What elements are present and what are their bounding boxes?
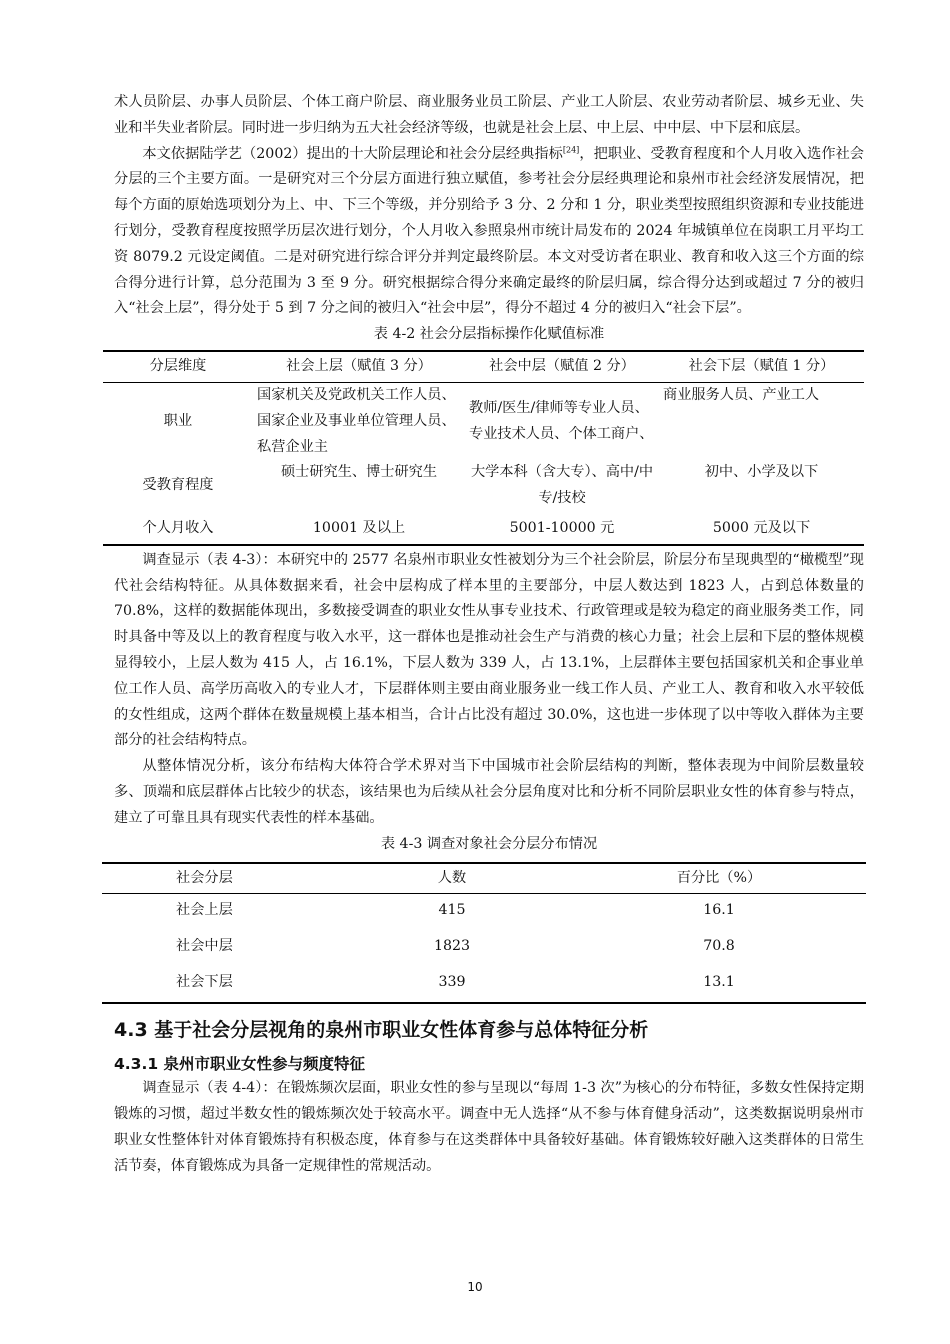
table-row [102, 930, 866, 966]
table-4-3-header-count: 人数 [332, 863, 572, 894]
subsection-heading: 4.3.1 泉州市职业女性参与频度特征 [114, 1055, 366, 1074]
table-row [103, 382, 864, 460]
table-cell: 个人月收入 [142, 519, 214, 536]
table-4-3-header-percent: 百分比（%） [572, 863, 866, 894]
table-cell: 13.1 [703, 974, 735, 991]
table-cell: 商业服务人员、产业工人 [663, 386, 820, 403]
table-cell: 职业 [163, 412, 193, 429]
table-4-2-header-dimension: 分层维度 [103, 351, 253, 382]
paragraph-methodology [114, 142, 864, 323]
table-cell: 5000 元及以下 [712, 519, 811, 536]
table-cell: 大学本科（含大专）、高中/中专/技校 [470, 464, 654, 507]
table-cell: 社会上层 [176, 902, 233, 919]
citation-marker: [24] [562, 144, 580, 154]
table-cell: 70.8 [703, 938, 735, 955]
table-cell: 社会下层 [176, 974, 233, 991]
table-row [103, 460, 864, 512]
table-cell: 1823 [433, 938, 471, 955]
table-cell: 国家机关及党政机关工作人员、国家企业及事业单位管理人员、私营企业主 [257, 386, 456, 455]
table-4-2-header-lower: 社会下层（赋值 1 分） [659, 351, 864, 382]
table-row [102, 894, 866, 931]
table-cell: 415 [438, 902, 466, 919]
table-4-2-header-row [103, 351, 864, 382]
table-4-2-caption: 表 4-2 社会分层指标操作化赋值标准 [373, 326, 605, 343]
table-4-3-header-row [102, 863, 866, 894]
table-4-3-caption: 表 4-3 调查对象社会分层分布情况 [380, 835, 598, 852]
section-heading: 4.3 基于社会分层视角的泉州市职业女性体育参与总体特征分析 [114, 1019, 649, 1042]
table-4-2-header-upper: 社会上层（赋值 3 分） [253, 351, 465, 382]
paragraph-distribution: 调查显示（表 4-3）：本研究中的 2577 名泉州市职业女性被划分为三个社会阶层，阶层分布呈现典型的“橄榄型”现代社会结构特征。从具体数据来看，社会中层构成了样本里的主要部分，中层人数达到 1823 人，占到总体数量的 70.8%，这样的数据能体现出，多数接受调查的职业女性从事专业技术、行政管理或是较为稳定的商业服务类工作，同时具备中等及以上的教育程度与收入水平，这一群体也是推动社会生产与消费的核心力量；社会上层和下层的整体规模显得较小，上层人数为 415 人，占 16.1%，下层人数为 339 人，占 13.1%，上层群体主要包括国家机关和企事业单位工作人员、高学历高收入的专业人才，下层群体则主要由商业服务业一线工作人员、产业工人、教育和收入水平较低的女性组成，这两个群体在数量规模上基本相当，合计占比没有超过 30.0%，这也进一步体现了以中等收入群体为主要部分的社会结构特点。 [114, 551, 864, 749]
table-cell: 社会中层 [176, 938, 233, 955]
table-4-2 [103, 350, 864, 546]
table-cell: 10001 及以上 [312, 519, 406, 536]
page-number: 10 [467, 1280, 483, 1294]
paragraph-methodology-part-b: ，把职业、受教育程度和个人月收入选作社会分层的三个主要方面。一是研究对三个分层方面进行独立赋值，参考社会分层经典理论和泉州市社会经济发展情况，把每个方面的原始选项划分为上、中、下三个等级，并分别给予 3 分、2 分和 1 分，职业类型按照组织资源和专业技能进行划分，受教育程度按照学历层次进行划分，个人月收入参照泉州市统计局发布的 2024 年城镇单位在岗职工月平均工资 8079.2 元设定阈值。二是对研究进行综合评分并判定最终阶层。本文对受访者在职业、教育和收入这三个方面的综合得分进行计算，总分范围为 3 至 9 分。研究根据综合得分来确定最终的阶层归属，综合得分达到或超过 7 分的被归入“社会上层”，得分处于 5 到 7 分之间的被归入“社会中层”，得分不超过 4 分的被归入“社会下层”。 [114, 145, 864, 317]
paragraph-overall: 从整体情况分析，该分布结构大体符合学术界对当下中国城市社会阶层结构的判断，整体表现为中间阶层数量较多、顶端和底层群体占比较少的状态，该结果也为后续从社会分层角度对比和分析不同阶层职业女性的体育参与特点，建立了可靠且具有现实代表性的样本基础。 [114, 758, 864, 826]
table-cell: 受教育程度 [142, 477, 214, 494]
table-cell: 339 [438, 974, 466, 991]
table-row [103, 512, 864, 545]
page-content [114, 90, 864, 1180]
paragraph-methodology-part-a: 本文依据陆学艺（2002）提出的十大阶层理论和社会分层经典指标 [142, 145, 563, 162]
table-cell: 16.1 [703, 902, 735, 919]
table-cell: 初中、小学及以下 [704, 464, 819, 481]
table-row [102, 966, 866, 1003]
table-cell: 5001-10000 元 [509, 519, 615, 536]
table-cell: 教师/医生/律师等专业人员、专业技术人员、个体工商户、 [469, 399, 654, 442]
paragraph-continued: 术人员阶层、办事人员阶层、个体工商户阶层、商业服务业员工阶层、产业工人阶层、农业劳动者阶层、城乡无业、失业和半失业者阶层。同时进一步归纳为五大社会经济等级，也就是社会上层、中上层、中中层、中下层和底层。 [114, 94, 864, 136]
paragraph-frequency: 调查显示（表 4-4）：在锻炼频次层面，职业女性的参与呈现以“每周 1-3 次”为核心的分布特征，多数女性保持定期锻炼的习惯，超过半数女性的锻炼频次处于较高水平。调查中无人选择“从不参与体育健身活动”，这类数据说明泉州市职业女性整体针对体育锻炼持有积极态度，体育参与在这类群体中具备较好基础。体育锻炼较好融入这类群体的日常生活节奏，体育锻炼成为具备一定规律性的常规活动。 [114, 1080, 864, 1174]
table-4-2-header-middle: 社会中层（赋值 2 分） [465, 351, 659, 382]
table-cell: 硕士研究生、博士研究生 [280, 464, 438, 481]
table-4-3 [102, 862, 866, 1005]
table-4-3-header-stratum: 社会分层 [102, 863, 332, 894]
